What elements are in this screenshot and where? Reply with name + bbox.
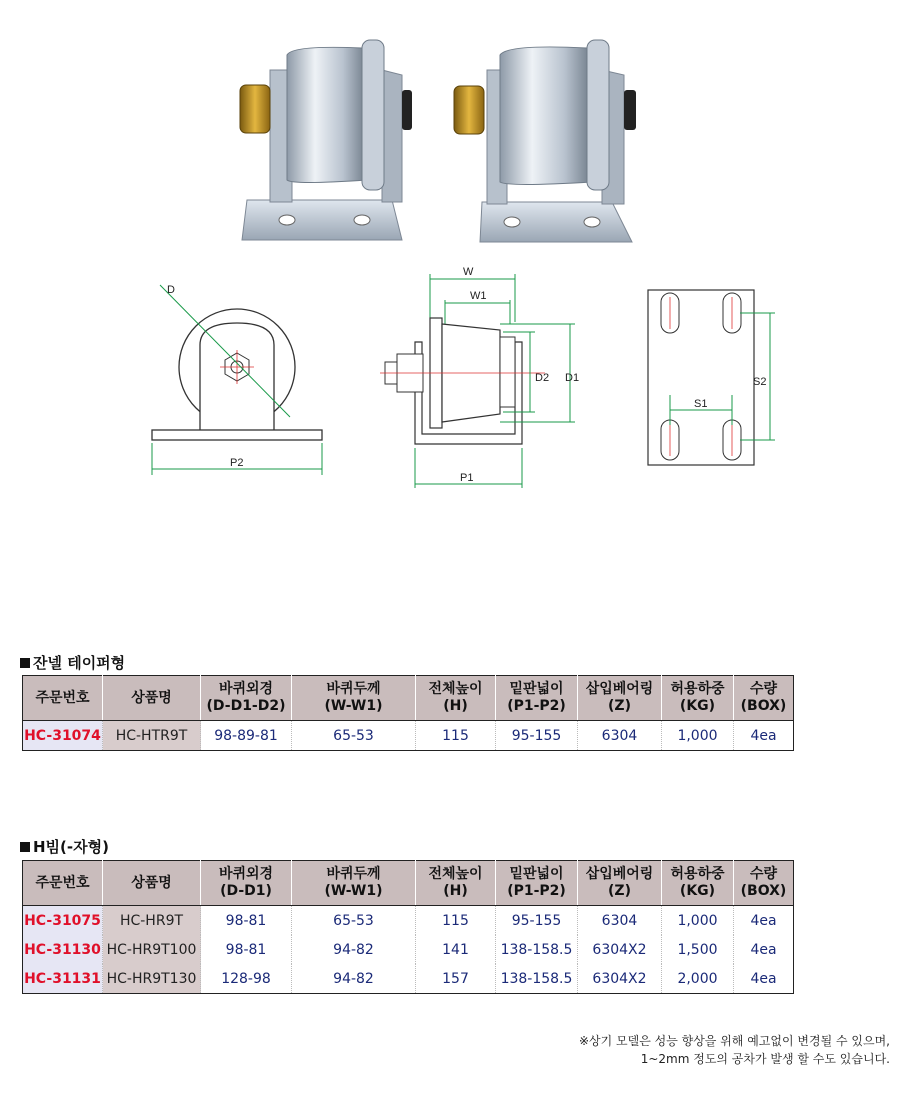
label-d: D [167,284,175,296]
product-name-cell: HC-HR9T [103,906,201,936]
note-line-2: 1~2mm 정도의 공차가 발생 할 수도 있습니다. [640,1052,890,1066]
table-cell: 115 [416,721,496,751]
table-cell: 4ea [734,721,794,751]
header-load: 허용하중 (KG) [662,676,734,721]
table-header-row [23,861,794,906]
header-quantity: 수량 (BOX) [734,676,794,721]
spec-table-channel-taper [22,675,794,751]
header-wheel-width: 바퀴두께 (W-W1) [292,861,416,906]
table-cell: 1,500 [662,935,734,964]
table-row [23,721,794,751]
header-total-height: 전체높이 (H) [416,861,496,906]
note-line-1: ※상기 모델은 성능 향상을 위해 예고없이 변경될 수 있으며, [578,1034,890,1048]
table-cell: 4ea [734,935,794,964]
table-cell: 128-98 [201,964,292,994]
header-base-width: 밑판넓이 (P1-P2) [496,861,578,906]
label-s2: S2 [753,376,767,388]
label-d1: D1 [565,372,580,384]
table-cell: 4ea [734,906,794,936]
table-row [23,935,794,964]
product-photo-right [452,30,642,245]
header-wheel-diameter: 바퀴외경 (D-D1) [201,861,292,906]
table-cell: 65-53 [292,721,416,751]
header-wheel-width: 바퀴두께 (W-W1) [292,676,416,721]
product-name-cell: HC-HR9T100 [103,935,201,964]
table-cell: 6304X2 [578,964,662,994]
header-wheel-diameter: 바퀴외경 (D-D1-D2) [201,676,292,721]
top-view-diagram [640,285,790,470]
table-cell: 141 [416,935,496,964]
header-total-height: 전체높이 (H) [416,676,496,721]
label-s1: S1 [694,398,708,410]
disclaimer-note [579,1032,890,1068]
header-product-name: 상품명 [103,861,201,906]
table-cell: 6304 [578,721,662,751]
order-no-cell: HC-31075 [23,906,103,936]
header-load: 허용하중 (KG) [662,861,734,906]
order-no-cell: HC-31131 [23,964,103,994]
table-cell: 1,000 [662,721,734,751]
header-order-no: 주문번호 [23,676,103,721]
table-cell: 95-155 [496,721,578,751]
table-row [23,906,794,936]
table-cell: 98-81 [201,906,292,936]
table-cell: 98-81 [201,935,292,964]
order-no-cell: HC-31130 [23,935,103,964]
table-cell: 94-82 [292,935,416,964]
table-cell: 6304 [578,906,662,936]
table-header-row [23,676,794,721]
table-cell: 138-158.5 [496,964,578,994]
front-view-diagram [375,262,590,490]
table-cell: 98-89-81 [201,721,292,751]
table-cell: 95-155 [496,906,578,936]
section-title-h-beam: H빔(-자형) [20,836,109,857]
bullet-square-icon [20,842,30,852]
table-cell: 138-158.5 [496,935,578,964]
label-d2: D2 [535,372,550,384]
product-name-cell: HC-HR9T130 [103,964,201,994]
label-w1: W1 [470,290,487,302]
label-w: W [463,266,474,278]
product-photo-left [232,30,412,245]
section-title-channel-taper: 잔넬 테이퍼형 [20,652,125,673]
header-product-name: 상품명 [103,676,201,721]
order-no-cell: HC-31074 [23,721,103,751]
spec-table-h-beam [22,860,794,994]
table-cell: 2,000 [662,964,734,994]
product-name-cell: HC-HTR9T [103,721,201,751]
table-cell: 1,000 [662,906,734,936]
header-order-no: 주문번호 [23,861,103,906]
label-p1: P1 [460,472,474,484]
label-p2: P2 [230,457,244,469]
table-cell: 65-53 [292,906,416,936]
header-base-width: 밑판넓이 (P1-P2) [496,676,578,721]
table-cell: 115 [416,906,496,936]
header-bearing: 삽입베어링 (Z) [578,861,662,906]
table-cell: 157 [416,964,496,994]
table-cell: 4ea [734,964,794,994]
side-view-diagram [140,275,340,485]
table-cell: 6304X2 [578,935,662,964]
header-bearing: 삽입베어링 (Z) [578,676,662,721]
table-cell: 94-82 [292,964,416,994]
header-quantity: 수량 (BOX) [734,861,794,906]
table-row [23,964,794,994]
bullet-square-icon [20,658,30,668]
